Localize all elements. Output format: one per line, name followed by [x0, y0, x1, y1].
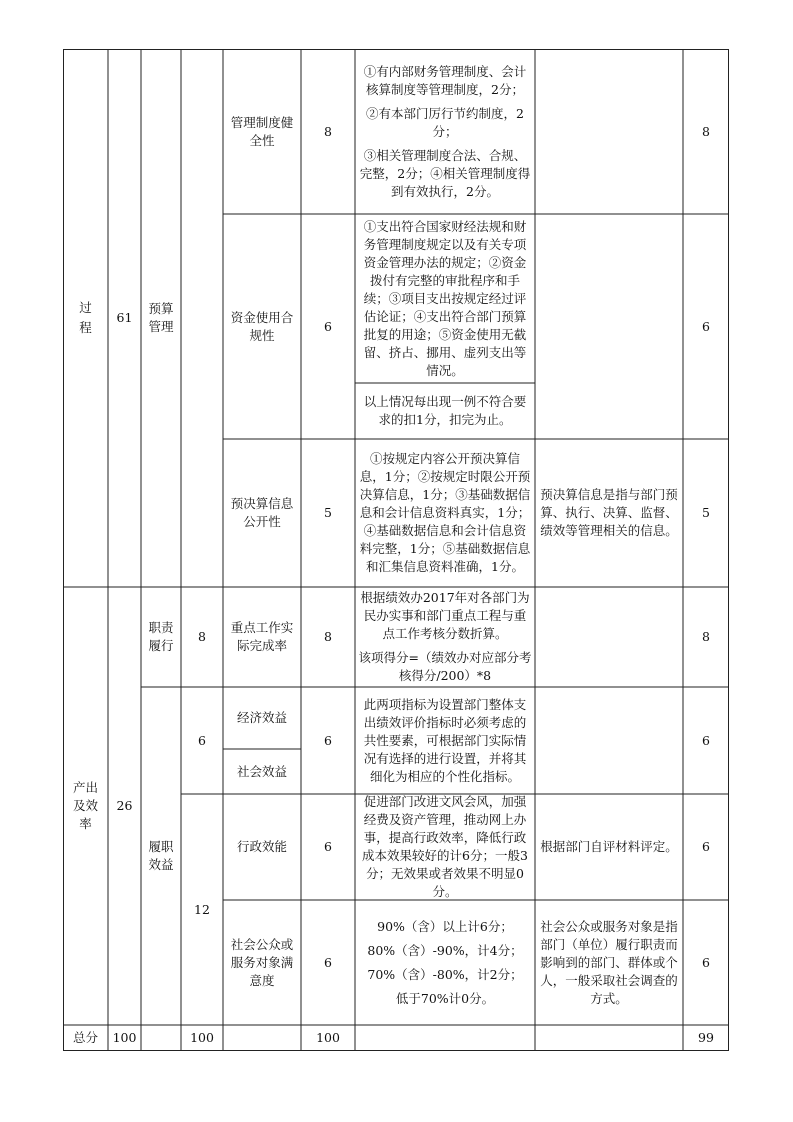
- indicator-result-value: 6: [702, 954, 710, 970]
- indicator-name-econ: [223, 687, 301, 749]
- category-output-score-value: 26: [116, 798, 133, 813]
- indicator-score: [301, 794, 355, 900]
- indicator-name: [223, 900, 301, 1025]
- subcategory-benefit-label: 履职效益: [148, 839, 174, 872]
- criteria-line: 促进部门改进文风会风，加强经费及资产管理，推动网上办事，提高行政效率，降低行政成本效果较好的计6分；一般3分；无效果或者效果不明显0分。: [362, 794, 528, 899]
- subcategory-benefit-subscore: [181, 687, 223, 794]
- category-process-label: 过程: [79, 300, 92, 335]
- indicator-name: [223, 49, 301, 214]
- indicator-score: [301, 49, 355, 214]
- indicator-remark-text: 根据部门自评材料评定。: [540, 839, 678, 854]
- indicator-result-value: 6: [702, 839, 710, 854]
- indicator-remark-text: 社会公众或服务对象是指部门（单位）履行职责而影响到的部门、群体或个人，一般采取社会调查的方式。: [540, 918, 678, 1006]
- indicator-criteria: [355, 687, 535, 794]
- indicator-score: [301, 214, 355, 439]
- indicator-result-value: 6: [702, 318, 710, 334]
- total-result-value: 99: [698, 1030, 714, 1045]
- indicator-name-text: 经济效益: [236, 710, 287, 725]
- criteria-line: ①支出符合国家财经法规和财务管理制度规定以及有关专项资金管理办法的规定；②资金拨付有完整的审批程序和手续；③项目支出按规定经过评估论证；④支出符合部门预算批复的用途；⑤资金使用无截留、挤占、挪用、虚列支出等情况。: [363, 218, 527, 378]
- indicator-criteria: [355, 214, 535, 383]
- subcategory-benefit-score: [181, 794, 223, 1025]
- subcategory-benefit: [141, 687, 181, 1025]
- indicator-result: [683, 587, 729, 687]
- total-score-value: 100: [112, 1030, 137, 1045]
- criteria-line: 该项得分=（绩效办对应部分考核得分/200）*8: [358, 650, 532, 683]
- indicator-score-value: 6: [324, 732, 332, 748]
- total-score-level1: [108, 1025, 141, 1051]
- indicator-result: [683, 794, 729, 900]
- criteria-line: ①有内部财务管理制度、会计核算制度等管理制度，2分；: [363, 63, 527, 97]
- indicator-name-text: 重点工作实际完成率: [230, 620, 294, 653]
- indicator-score: [301, 439, 355, 587]
- subcategory-benefit-subscore-value: 6: [198, 732, 206, 748]
- category-output-label: 产出及效率: [72, 780, 98, 831]
- indicator-criteria: [355, 49, 535, 214]
- indicator-score-value: 6: [324, 954, 332, 970]
- subcategory-duty: [141, 587, 181, 687]
- indicator-remark: [535, 794, 683, 900]
- subcategory-duty-score-value: 8: [198, 629, 206, 644]
- criteria-line: 70%（含）-80%，计2分；: [367, 966, 523, 982]
- indicator-result: [683, 687, 729, 794]
- indicator-name-text: 社会效益: [236, 763, 287, 779]
- subcategory-duty-label: 职责履行: [148, 620, 174, 653]
- indicator-result-value: 8: [702, 629, 710, 644]
- criteria-line: 90%（含）以上计6分；: [377, 918, 513, 934]
- indicator-score: [301, 587, 355, 687]
- indicator-result-value: 6: [702, 732, 710, 748]
- criteria-line: ②有本部门厉行节约制度，2分；: [366, 105, 524, 139]
- indicator-score-value: 8: [324, 629, 332, 644]
- indicator-remark: [535, 900, 683, 1025]
- category-output: [63, 587, 108, 1025]
- indicator-name: [223, 794, 301, 900]
- indicator-result: [683, 214, 729, 439]
- criteria-line: 根据绩效办2017年对各部门为民办实事和部门重点工程与重点工作考核分数折算。: [360, 590, 530, 641]
- total-label: [63, 1025, 108, 1051]
- indicator-name: [223, 439, 301, 587]
- total-label-text: 总分: [72, 1030, 98, 1045]
- total-score-level2: [181, 1025, 223, 1051]
- category-process: [63, 49, 108, 587]
- category-process-score-value: 61: [116, 310, 133, 325]
- indicator-name-text: 预决算信息公开性: [230, 496, 294, 529]
- indicator-criteria: [355, 587, 535, 687]
- indicator-remark: [535, 439, 683, 587]
- indicator-criteria: [355, 900, 535, 1025]
- criteria-line: ③相关管理制度合法、合规、完整，2分；④相关管理制度得到有效执行，2分。: [359, 147, 531, 199]
- indicator-result: [683, 439, 729, 587]
- indicator-score-value: 6: [324, 318, 332, 334]
- indicator-score-value: 5: [324, 505, 332, 520]
- indicator-name: [223, 587, 301, 687]
- criteria-line: 以上情况每出现一例不符合要求的扣1分，扣完为止。: [363, 394, 527, 427]
- indicator-criteria: [355, 439, 535, 587]
- criteria-line: 80%（含）-90%，计4分；: [367, 942, 523, 958]
- indicator-result-value: 5: [702, 505, 710, 520]
- subcategory-benefit-score-value: 12: [194, 901, 210, 917]
- category-output-score: [108, 587, 141, 1025]
- indicator-score-value: 8: [324, 123, 332, 139]
- indicator-result: [683, 49, 729, 214]
- subcategory-duty-score: [181, 587, 223, 687]
- total-score-value: 100: [316, 1030, 340, 1045]
- indicator-score: [301, 900, 355, 1025]
- indicator-name-text: 行政效能: [236, 839, 287, 854]
- indicator-criteria-extra: [355, 383, 535, 439]
- criteria-line: 低于70%计0分。: [395, 990, 495, 1006]
- criteria-line: ①按规定内容公开预决算信息，1分；②按规定时限公开预决算信息，1分；③基础数据信息和会计信息资料真实，1分；④基础数据信息和会计信息资料完整，1分；⑤基础数据信息和汇集信息资料准确，1分。: [359, 451, 531, 574]
- category-process-score: [108, 49, 141, 587]
- total-score-level3: [301, 1025, 355, 1051]
- subcategory-budget-label: 预算管理: [148, 301, 174, 334]
- indicator-remark-text: 预决算信息是指与部门预算、执行、决算、监督、绩效等管理相关的信息。: [540, 487, 678, 538]
- indicator-result-value: 8: [702, 123, 710, 139]
- indicator-name-text: 社会公众或服务对象满意度: [230, 936, 294, 988]
- total-result: [683, 1025, 729, 1051]
- indicator-result: [683, 900, 729, 1025]
- indicator-name-social: [223, 749, 301, 794]
- indicator-name-text: 资金使用合规性: [230, 309, 294, 343]
- indicator-score-value: 6: [324, 839, 332, 854]
- indicator-criteria: [355, 794, 535, 900]
- indicator-name-text: 管理制度健全性: [230, 114, 294, 148]
- total-score-value: 100: [190, 1030, 214, 1045]
- indicator-name: [223, 214, 301, 439]
- subcategory-budget: [141, 49, 181, 587]
- indicator-score: [301, 687, 355, 794]
- evaluation-table: [63, 49, 729, 1051]
- criteria-line: 此两项指标为设置部门整体支出绩效评价指标时必须考虑的共性要素，可根据部门实际情况有选择的进行设置，并将其细化为相应的个性化指标。: [363, 696, 527, 784]
